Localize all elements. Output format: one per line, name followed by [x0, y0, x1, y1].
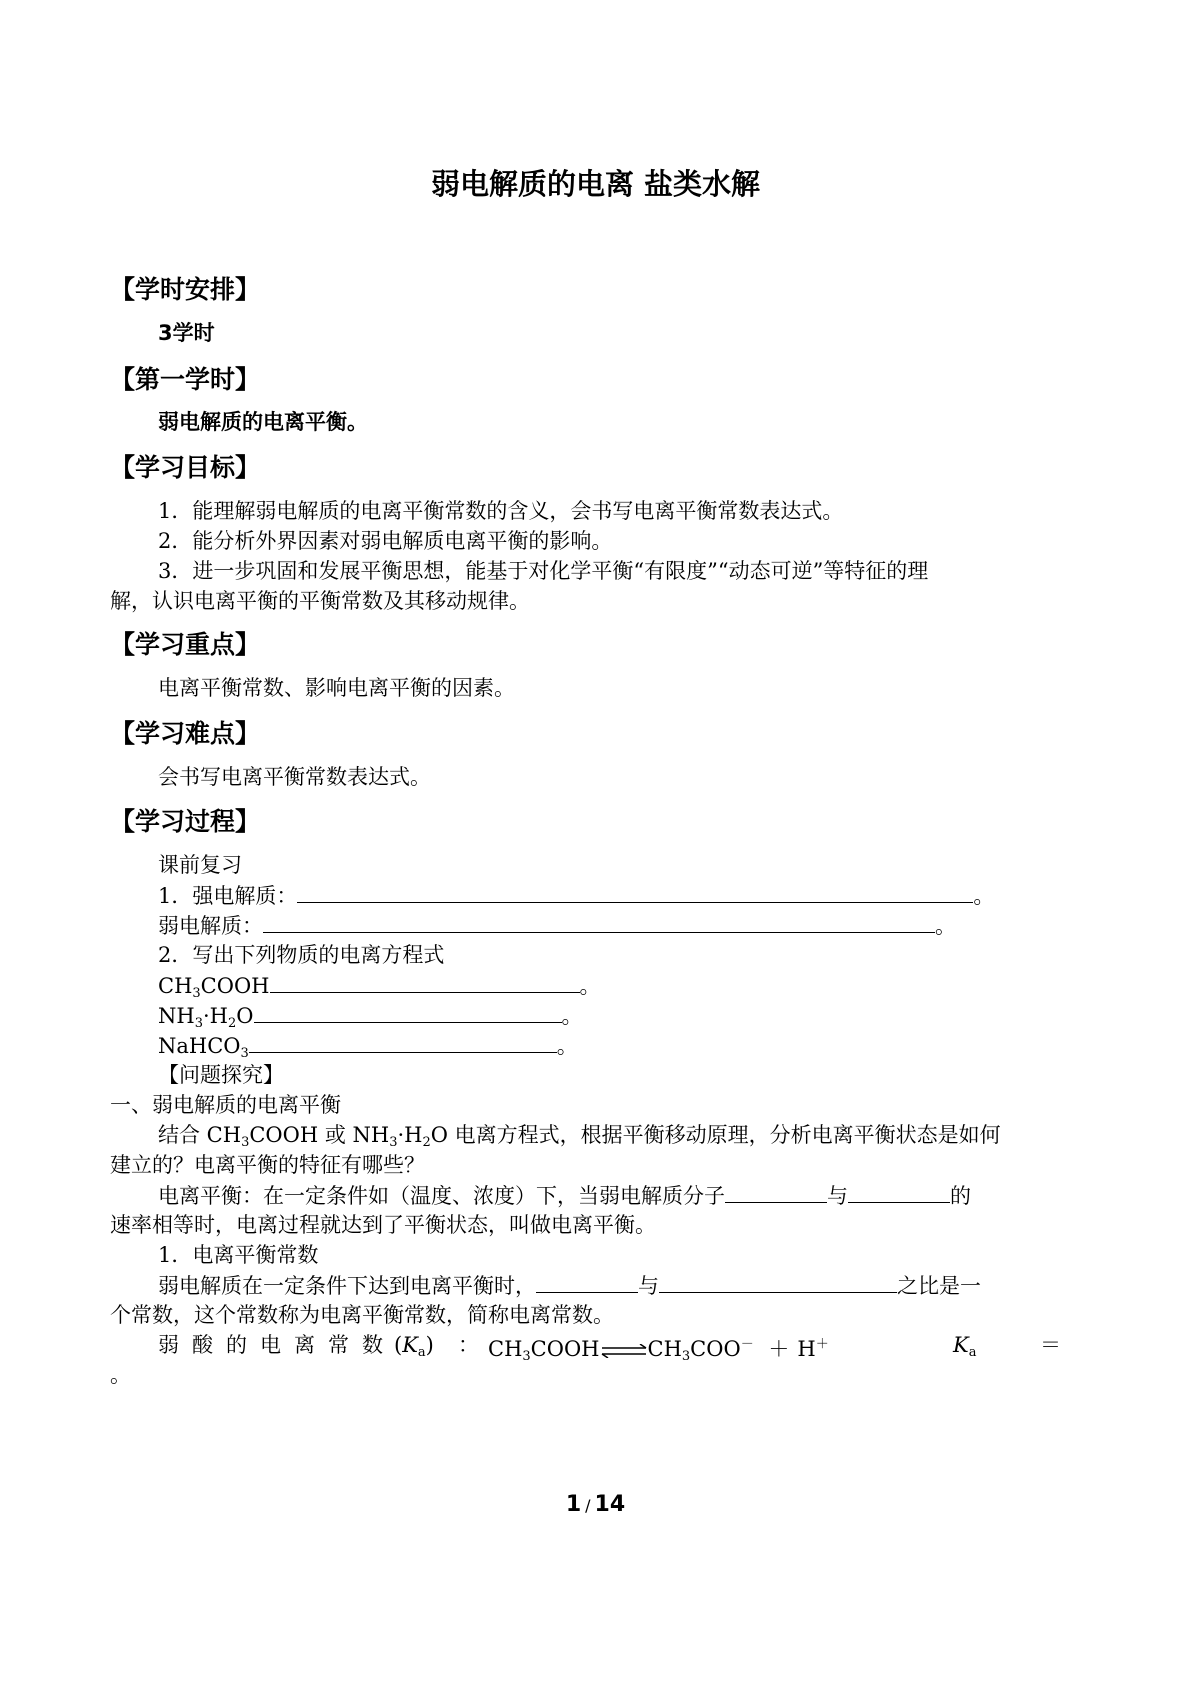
blank-molecule-concentration[interactable]	[659, 1270, 897, 1293]
weak-electrolyte-line: 弱电解质： 。	[110, 910, 1128, 941]
ch3cooh-blank[interactable]	[270, 970, 580, 993]
blank-ion-recombination[interactable]	[848, 1180, 950, 1203]
nahco3-formula: NaHCO$_3$	[158, 1034, 249, 1061]
heading-learning-goals: 【学习目标】	[110, 453, 261, 482]
subsection-ionization-constant: 1．电离平衡常数	[158, 1243, 319, 1267]
strong-electrolyte-label: 1．强电解质：	[158, 884, 298, 908]
blank-molecule-ionization[interactable]	[725, 1180, 827, 1203]
blank-ion-concentration-product[interactable]	[536, 1270, 638, 1293]
paragraph-1-line-1: 结合 $CH_3COOH$ 或 $NH_3\cdot H_2O$ 电离方程式，根据平衡移动原理，分析电离平衡状态是如何	[158, 1123, 1001, 1150]
key-points-text: 电离平衡常数、影响电离平衡的因素。	[158, 676, 515, 700]
ka-symbol-2: $K_a$	[953, 1333, 977, 1360]
page-number: 1 / 14	[565, 1492, 626, 1517]
heading-key-points: 【学习重点】	[110, 630, 261, 659]
goal-3-line-2: 解，认识电离平衡的平衡常数及其移动规律。	[110, 589, 530, 613]
nh3h2o-formula: $NH_3\cdot H_2O$	[158, 1004, 254, 1031]
review-label: 课前复习	[158, 853, 242, 877]
strong-electrolyte-blank[interactable]	[297, 880, 973, 903]
paragraph-3-line-2: 个常数，这个常数称为电离平衡常数，简称电离常数。	[110, 1303, 614, 1327]
heading-learning-process: 【学习过程】	[110, 807, 261, 836]
weak-electrolyte-blank[interactable]	[263, 910, 935, 933]
page-title: 弱电解质的电离 盐类水解	[430, 167, 761, 201]
goal-1: 1．能理解弱电解质的电离平衡常数的含义，会书写电离平衡常数表达式。	[158, 499, 844, 523]
nh3h2o-line: $NH_3\cdot H_2O$ 。	[110, 1000, 1128, 1039]
section-1-title: 一、弱电解质的电离平衡	[110, 1093, 341, 1117]
ionization-equation-prompt: 2．写出下列物质的电离方程式	[158, 943, 445, 967]
paragraph-2-line-1: 电离平衡：在一定条件如（温度、浓度）下，当弱电解质分子 与 的	[110, 1180, 1128, 1211]
inquiry-label: 【问题探究】	[158, 1063, 284, 1087]
first-period-text: 弱电解质的电离平衡。	[158, 410, 368, 434]
ka-symbol-1: $(K_a)$	[394, 1333, 434, 1360]
document-page: 弱电解质的电离 盐类水解 【学时安排】 3学时 【第一学时】 弱电解质的电离平衡。 【学习目标】 1．能理解弱电解质的电离平衡常数的含义，会书写电离平衡常数表达式。 2．能分析外界因素对弱电解质电离平衡的影响。 3．进一步巩固和发展平衡思想，能基于对化学平衡“有限度”“动态可逆”等特征的理 解，认识电离平衡的平衡常数及其移动规律。 【学习重点】 电离平衡常数、影响电离平衡的因素。 【学习难点】 会书写电离平衡常数表达式。 【学习过程】 课前复习 1．强电解质： 。 弱电解质： 。 2．写出下列物质的电离方程式 $CH_3COOH$ 。 $NH_3\cdot H_2O$ 。 NaHCO$_3$ 。 【问题探究】 一、弱电解质的电离平衡 结合 $CH_3COOH$ 或 $NH_3\cdot H_2O$ 电离方程式，根据平衡移动原理，分析电离平衡状态是如何 建立的？电离平衡的特征有哪些？ 电离平衡：在一定条件如（温度、浓度）下，当弱电解质分子 与 的 速率相等时，电离过程就达到了平衡状态，叫做电离平衡。 1．电离平衡常数 弱电解质在一定条件下达到电离平衡时， 与 之比是一 个常数，这个常数称为电离平衡常数，简称电离常数。 弱 酸 的 电 离 常 数 $(K_a)$ ： $CH_3COOH$ $CH_3COO^- + H^+$ $K_a$ ＝ 。 1 / 14	[0, 0, 1191, 1684]
heading-schedule: 【学时安排】	[110, 275, 261, 304]
nahco3-line: NaHCO$_3$ 。	[110, 1030, 1128, 1069]
ionization-equation: $CH_3COOH$ $CH_3COO^- + H^+$	[488, 1337, 829, 1364]
heading-first-period: 【第一学时】	[110, 365, 261, 394]
strong-electrolyte-line: 1．强电解质： 。	[110, 880, 1128, 911]
weak-electrolyte-label: 弱电解质：	[158, 914, 263, 938]
paragraph-1-line-2: 建立的？电离平衡的特征有哪些？	[110, 1153, 425, 1177]
ch3cooh-line: $CH_3COOH$ 。	[110, 970, 1128, 1009]
equilibrium-arrow-icon	[600, 1344, 648, 1358]
paragraph-2-line-2: 速率相等时，电离过程就达到了平衡状态，叫做电离平衡。	[110, 1213, 656, 1237]
nahco3-blank[interactable]	[249, 1030, 557, 1053]
paragraph-3-line-1: 弱电解质在一定条件下达到电离平衡时， 与 之比是一	[110, 1270, 1128, 1301]
trailing-period: 。	[110, 1363, 131, 1387]
ch3cooh-formula: $CH_3COOH$	[158, 974, 270, 1001]
difficult-points-text: 会书写电离平衡常数表达式。	[158, 765, 431, 789]
nh3h2o-blank[interactable]	[254, 1000, 562, 1023]
goal-2: 2．能分析外界因素对弱电解质电离平衡的影响。	[158, 529, 613, 553]
schedule-text: 3学时	[158, 321, 215, 345]
heading-difficult-points: 【学习难点】	[110, 719, 261, 748]
goal-3-line-1: 3．进一步巩固和发展平衡思想，能基于对化学平衡“有限度”“动态可逆”等特征的理	[158, 559, 929, 583]
